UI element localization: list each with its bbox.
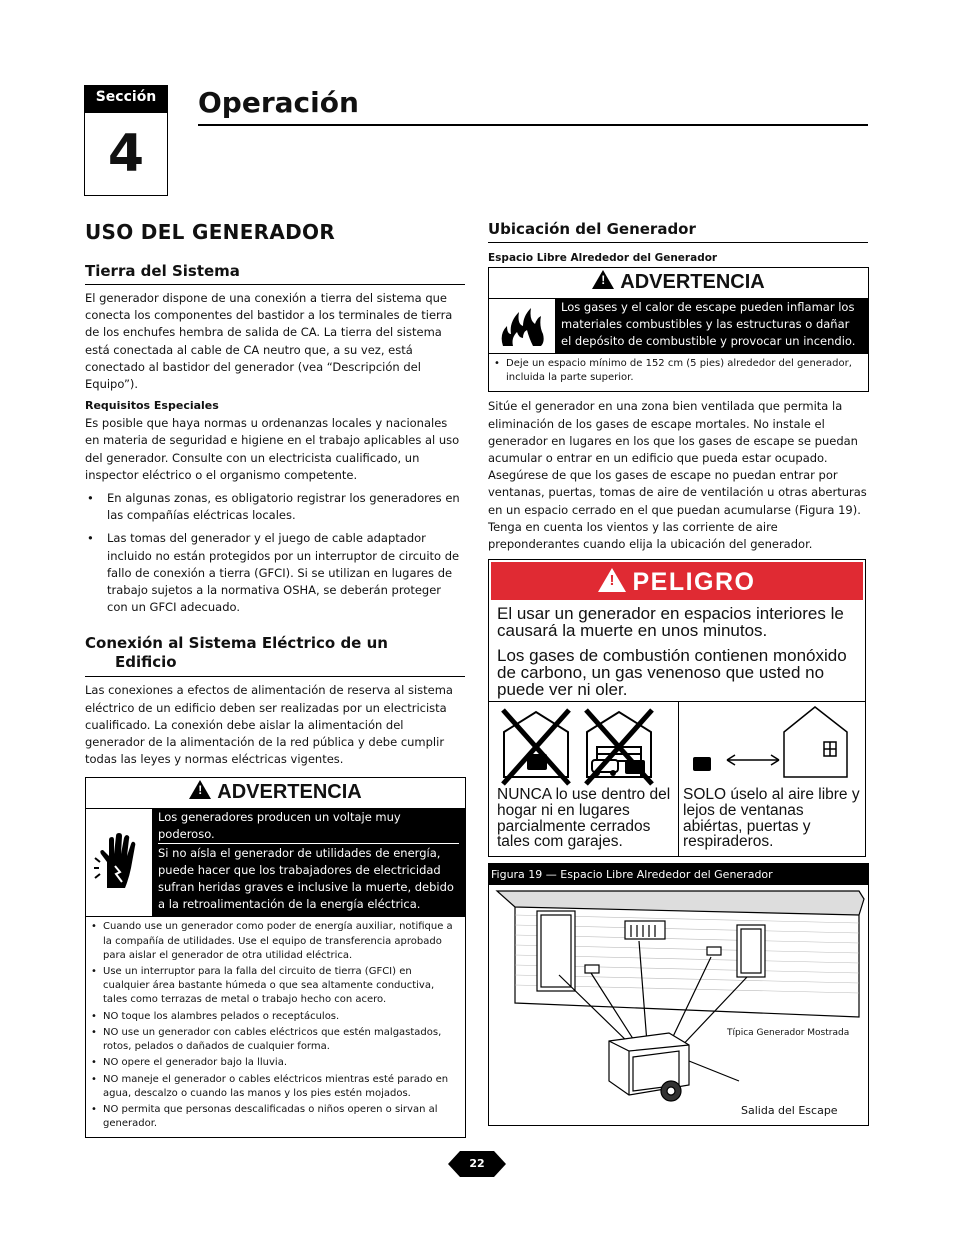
list-item: • NO opere el generador bajo la lluvia. — [86, 1056, 457, 1070]
tierra-body: El generador dispone de una conexión a tierra del sistema que conecta los componentes del bastidor a los terminales de tierra de los enchufes hembra de salida de CA. La tierra del sistema está conectada al cable de CA neutro que, a su vez, está conectado al bastidor del generador (vea “Descripción del Equipo”). — [85, 291, 453, 392]
list-item: • En algunas zonas, es obligatorio registrar los generadores en las compañías eléctricas locales. — [85, 490, 465, 524]
conexion-heading-line1: Conexión al Sistema Eléctrico de un — [85, 634, 388, 653]
danger-line: Los gases de combustión contienen monóxido de carbono, un gas venenoso que usted no puede ver ni oler. — [497, 646, 847, 700]
electric-shock-hand-icon — [86, 808, 152, 917]
warning-line: Si no aísla el generador de utilidades de energía, puede hacer que los trabajadores de electricidad sufran heridas graves e inclusive la muerte, debido a la retroalimentación de la energía eléctrica. — [158, 843, 459, 913]
list-item: • NO permita que personas descalificadas o niños operen o sirvan al generador. — [86, 1103, 457, 1131]
title-rule — [198, 124, 868, 126]
outdoor-use-icon — [679, 702, 865, 792]
warning-header: !ADVERTENCIA — [489, 268, 868, 298]
list-item: • NO maneje el generador o cables eléctricos mientras esté parado en agua, descalzo o cuando las manos y los pies estén mojados. — [86, 1073, 457, 1101]
warning-list — [86, 917, 465, 1137]
warning-body — [489, 298, 868, 354]
list-item: • Use un interruptor para la falla del circuito de tierra (GFCI) en cualquier área bastante húmeda o que sea altamente conductiva, tales como terrazas de metal o trabajo hecho con acero. — [86, 965, 457, 1008]
ubicacion-body: Sitúe el generador en una zona bien ventilada que permita la eliminación de los gases de escape mortales. No instale el generador en lugares en los que los gases de escape se puedan acumular o entrar en un edificio que pueda estar ocupado. Asegúrese de que los gases de escape no puedan entrar por ventanas, puertas, tomas de aire de ventilación u otras aberturas en un espacio cerrado en el que puedan acumularse (Figura 19). Tenga en cuenta los vientos y las corriente de aire preponderantes cuando elija la ubicación del generador. — [488, 399, 867, 552]
warning-black-panel — [152, 808, 465, 917]
requisitos-heading: Requisitos Especiales — [85, 399, 219, 413]
requisitos-list — [85, 490, 465, 616]
main-heading: USO DEL GENERADOR — [85, 220, 336, 244]
list-item: • NO use un generador con cables eléctricos que estén malgastados, rotos, pelados o dañados de cualquier forma. — [86, 1026, 457, 1054]
page-number-badge — [448, 1151, 506, 1177]
figure-caption: Figura 19 — Espacio Libre Alrededor del Generador — [489, 864, 868, 885]
warning-triangle-icon — [189, 780, 211, 799]
left-column — [85, 220, 465, 1138]
section-tab: Sección — [84, 85, 168, 112]
indoor-prohibited-icon — [489, 702, 678, 792]
warning-line: Los generadores producen un voltaje muy poderoso. — [158, 810, 401, 842]
page-number: 22 — [469, 1157, 485, 1170]
warning-body — [86, 808, 465, 917]
danger-triangle-icon — [598, 568, 626, 592]
never-indoors-caption: NUNCA lo use dentro del hogar ni en lugares parcialmente cerrados tales com garajes. — [497, 786, 671, 851]
list-item: • Las tomas del generador y el juego de cable adaptador incluido no están protegidos por un interruptor de circuito de fallo de conexión a tierra (GFCI). Si se utilizan en lugares de trabajo sujetos a la normativa OSHA, se deberán proteger con un GFCI adecuado. — [85, 530, 465, 616]
warning-black-panel — [555, 298, 868, 354]
right-column — [488, 220, 868, 1126]
requisitos-body: Es posible que haya normas u ordenanzas locales y nacionales en materia de seguridad e higiene en el trabajo aplicables al uso del generador. Consulte con un electricista cualificado, un inspector eléctrico o el organismo competente. — [85, 416, 460, 482]
danger-pictograms — [489, 701, 865, 856]
danger-box — [488, 559, 866, 857]
section-number: 4 — [84, 112, 168, 196]
page-title: Operación — [198, 86, 359, 119]
danger-line: El usar un generador en espacios interiores le causará la muerte en unos minutos. — [497, 604, 844, 641]
conexion-body: Las conexiones a efectos de alimentación de reserva al sistema eléctrico de un edificio deben ser realizadas por un electricista cualificado. La conexión debe aislar la alimentación del generador de la alimentación de la red pública y debe cumplir todas las leyes y normas eléctricas vigentes. — [85, 683, 453, 767]
ubicacion-heading: Ubicación del Generador — [488, 220, 868, 243]
danger-header: !PELIGRO — [491, 562, 863, 600]
warning-header: !ADVERTENCIA — [86, 778, 465, 808]
voltage-warning-box — [85, 777, 466, 1138]
generator-label: Típica Generador Mostrada — [727, 1028, 850, 1039]
outdoor-allowed-cell — [678, 702, 865, 856]
fire-icon — [489, 298, 555, 354]
generator-clearance-illustration — [489, 885, 869, 1126]
indoor-prohibited-cell — [489, 702, 678, 856]
conexion-heading — [85, 634, 465, 677]
warning-triangle-icon — [592, 270, 614, 289]
figure-19 — [488, 863, 869, 1126]
danger-text — [489, 602, 865, 701]
list-item: • Deje un espacio mínimo de 152 cm (5 pies) alrededor del generador, incluida la parte superior. — [489, 357, 860, 385]
tierra-heading: Tierra del Sistema — [85, 262, 465, 285]
warning-list — [489, 354, 868, 391]
list-item: • Cuando use un generador como poder de energía auxiliar, notifique a la compañía de utilidades. Use el equipo de transferencia aprobado para aislar el generador de otra utilidad eléctrica. — [86, 920, 457, 963]
warning-line: Los gases y el calor de escape pueden inflamar los materiales combustibles y las estructuras o dañar el depósito de combustible y provocar un incendio. — [561, 300, 856, 348]
list-item: • NO toque los alambres pelados o receptáculos. — [86, 1010, 457, 1024]
outdoors-only-caption: SOLO úselo al aire libre y lejos de ventanas abiértas, puertas y respiraderos. — [683, 786, 860, 851]
espacio-heading: Espacio Libre Alrededor del Generador — [488, 252, 718, 264]
fire-warning-box — [488, 267, 869, 392]
exhaust-label: Salida del Escape — [741, 1104, 838, 1118]
conexion-heading-line2: Edificio — [115, 653, 177, 672]
